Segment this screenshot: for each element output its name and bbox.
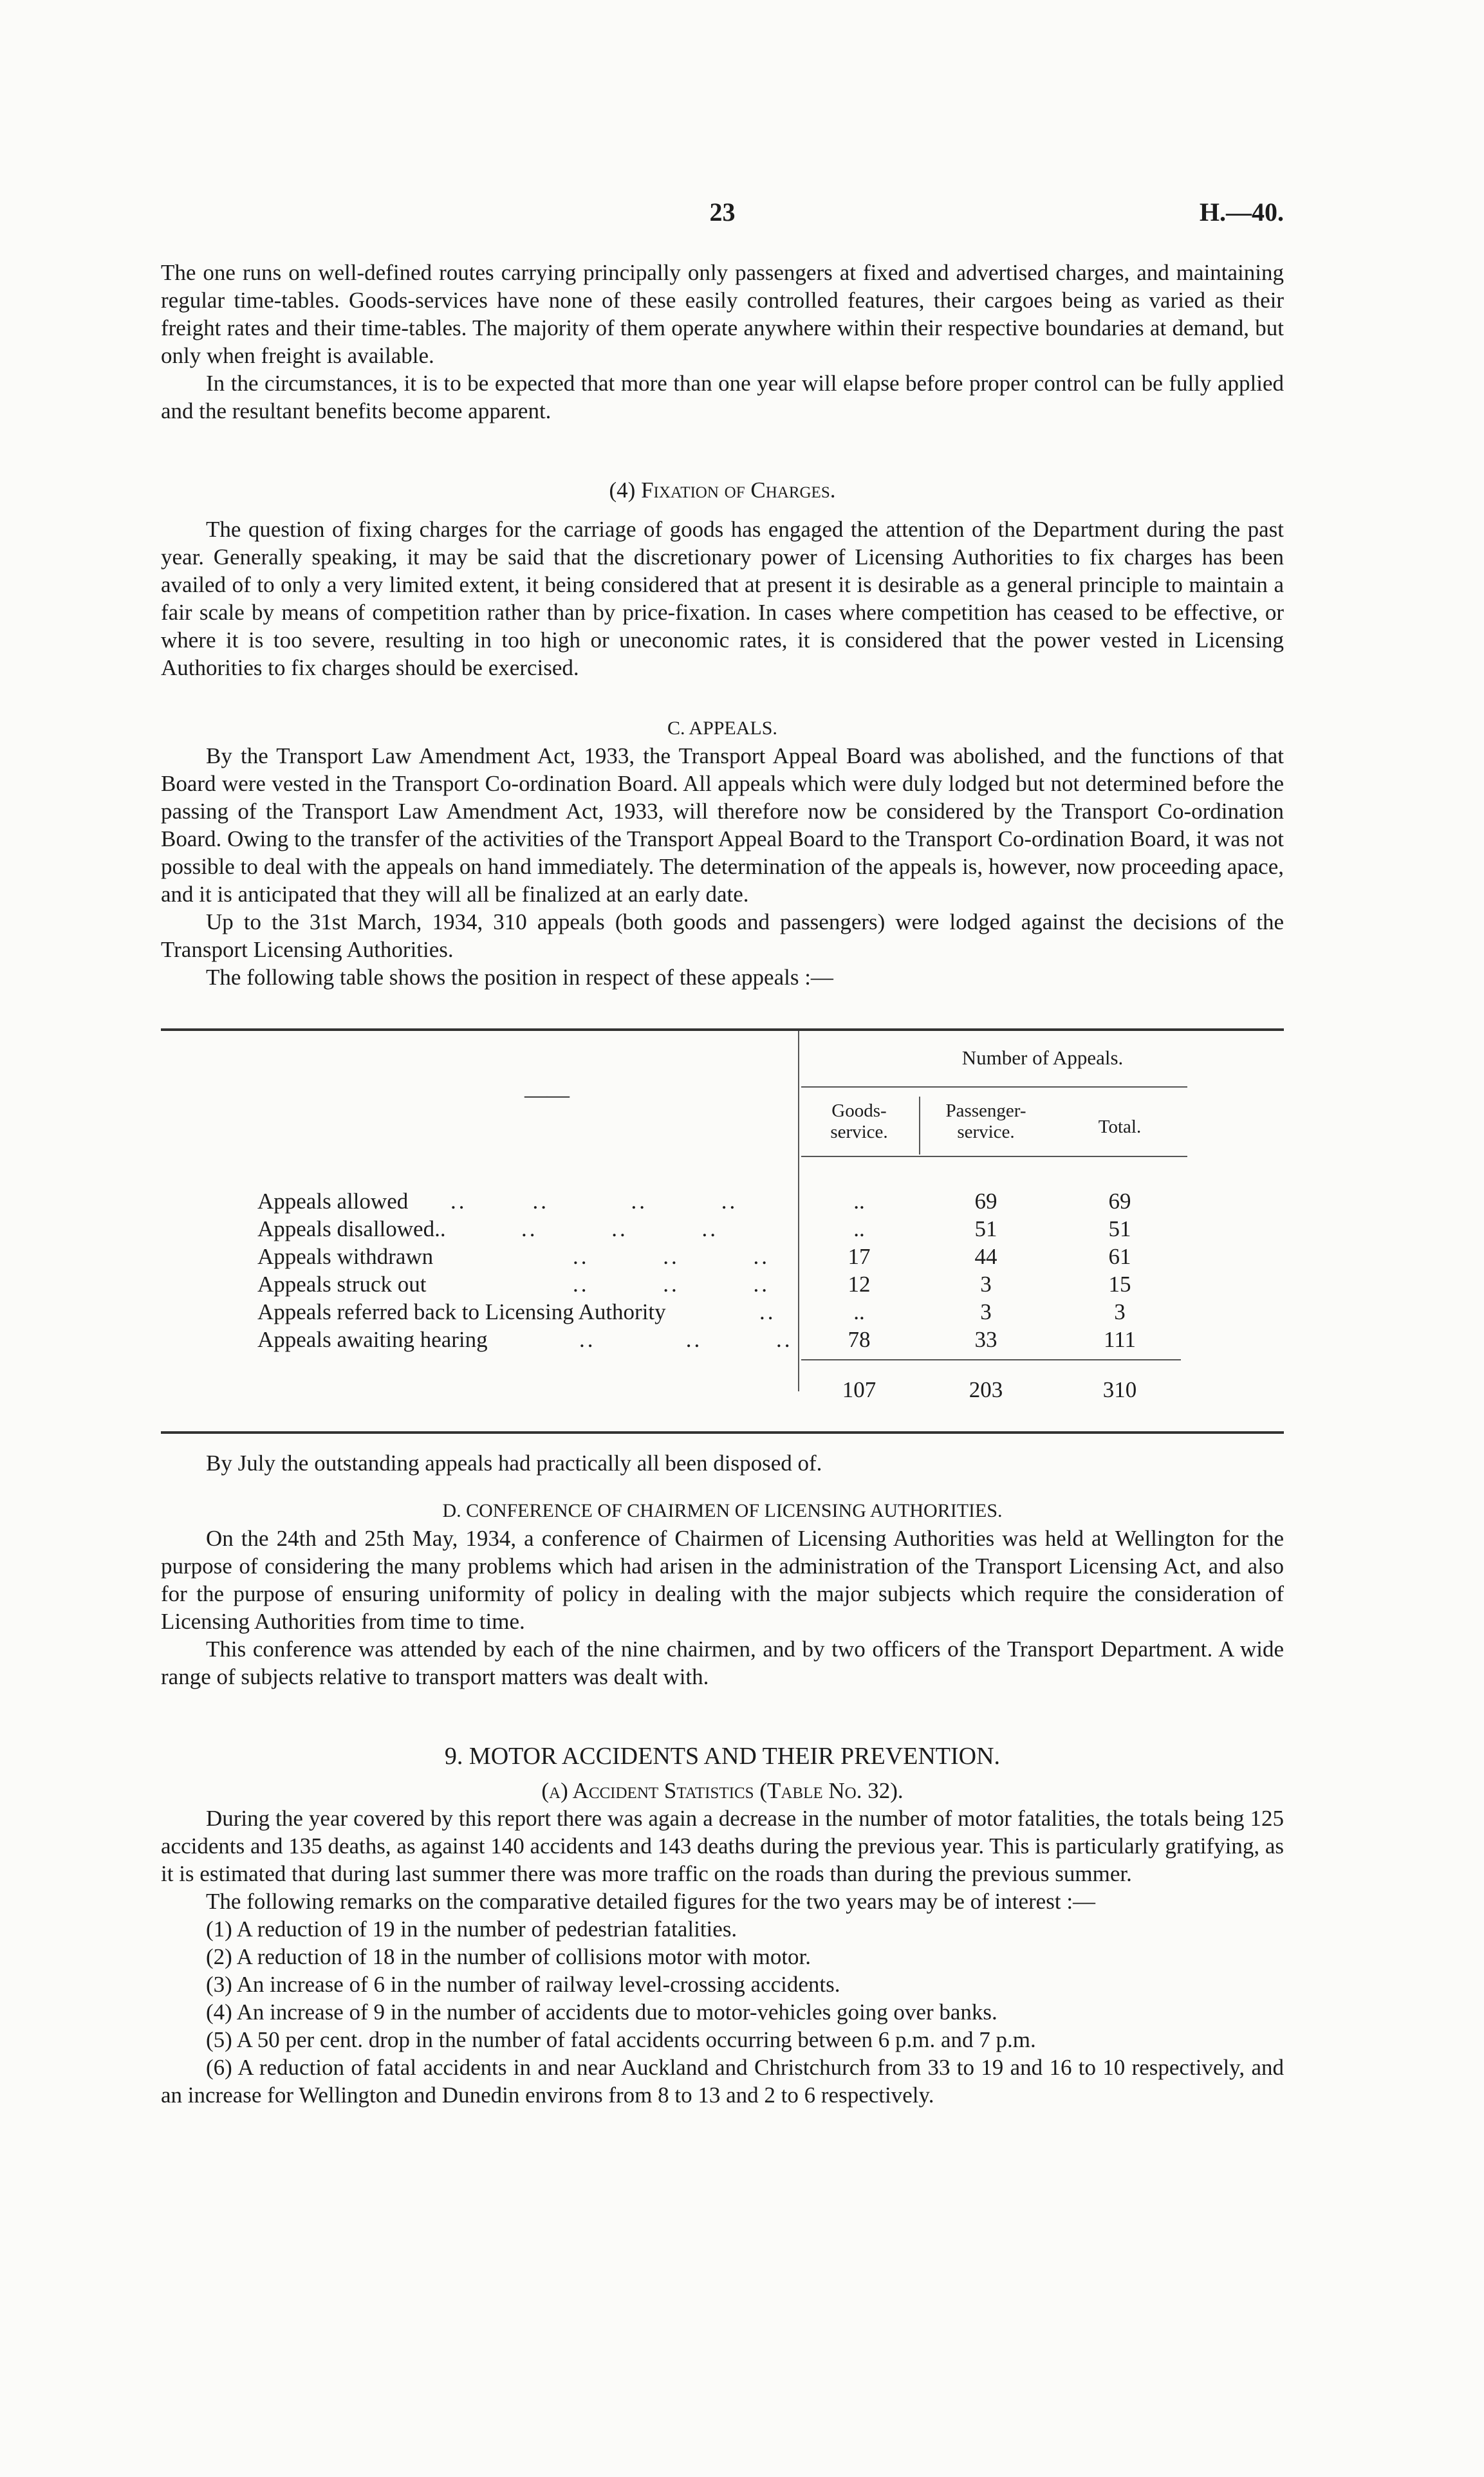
list-item: (3) An increase of 6 in the number of railway level-crossing accidents. bbox=[206, 1972, 840, 1997]
col-header-total: Total. bbox=[1098, 1117, 1142, 1137]
cell-goods: .. bbox=[853, 1299, 865, 1324]
cell-passenger: 3 bbox=[980, 1272, 992, 1297]
appeals-section bbox=[161, 714, 1284, 991]
conference-paragraph-2: This conference was attended by each of the nine chairmen, and by two officers of the Transport Department. A wide range of subjects relative to transport matters was dealt with. bbox=[161, 1637, 1284, 1689]
col-header-rule bbox=[801, 1156, 1187, 1157]
cell-passenger: 3 bbox=[980, 1299, 992, 1324]
leader-dots: .. .. .. .. bbox=[450, 1189, 738, 1214]
remarks-list bbox=[161, 1915, 1284, 2109]
row-label: Appeals struck out bbox=[257, 1272, 427, 1297]
table-stub-divider bbox=[798, 1031, 799, 1391]
intro-paragraph-2: In the circumstances, it is to be expected that more than one year will elapse before proper control can be fully applied and the resultant benefits become apparent. bbox=[161, 371, 1284, 423]
appeals-after-paragraph: By July the outstanding appeals had practically all been disposed of. bbox=[206, 1451, 822, 1476]
col-header-goods: Goods- service. bbox=[830, 1100, 888, 1142]
row-label: Appeals withdrawn bbox=[257, 1244, 434, 1269]
totals-rule bbox=[801, 1359, 1181, 1360]
list-item: (6) A reduction of fatal accidents in and near Auckland and Christchurch from 33 to 19 and 16 to 10 respectively, and an increase for Wellington and Dunedin environs from 8 to 13 and 2 to 6 respectively. bbox=[161, 2055, 1284, 2108]
appeals-after-section bbox=[161, 1449, 1284, 1477]
leader-dots: .. .. .. bbox=[573, 1244, 770, 1269]
document-page bbox=[161, 0, 1284, 2477]
accidents-paragraph-2: The following remarks on the comparative detailed figures for the two years may be of interest :— bbox=[206, 1889, 1096, 1914]
appeals-paragraph-2: Up to the 31st March, 1934, 310 appeals (both goods and passengers) were lodged against the decisions of the Transport Licensing Authorities. bbox=[161, 909, 1284, 962]
leader-dots: .. bbox=[759, 1299, 776, 1324]
cell-total: 69 bbox=[1108, 1189, 1131, 1214]
intro-paragraph-1: The one runs on well-defined routes carrying principally only passengers at fixed and advertised charges, and maintaining regular time-tables. Goods-services have none of these easily controlled features, their cargoes being as varied as their freight rates and their time-tables. The majority of them operate anywhere within their respective boundaries at demand, but only when freight is available. bbox=[161, 260, 1284, 368]
row-label: Appeals allowed bbox=[257, 1189, 409, 1214]
fixation-heading: (4) Fixation of Charges. bbox=[609, 478, 836, 503]
leader-dots: .. .. .. bbox=[579, 1327, 793, 1352]
cell-passenger: 51 bbox=[974, 1216, 997, 1241]
conference-section bbox=[161, 1497, 1284, 1691]
appeals-heading: C. APPEALS. bbox=[667, 718, 777, 739]
accidents-paragraph-1: During the year covered by this report there was again a decrease in the number of motor fatalities, the totals being 125 accidents and 135 deaths, as against 140 accidents and 143 deaths during the previous year. This is particularly gratifying, as it is estimated that during last summer there was more traffic on the roads than during the previous summer. bbox=[161, 1806, 1284, 1886]
col-header-passenger: Passenger- service. bbox=[945, 1100, 1026, 1142]
cell-passenger: 69 bbox=[974, 1189, 997, 1214]
cell-total: 15 bbox=[1108, 1272, 1131, 1297]
intro-section bbox=[161, 259, 1284, 425]
cell-passenger: 44 bbox=[974, 1244, 997, 1269]
list-item: (1) A reduction of 19 in the number of pedestrian fatalities. bbox=[206, 1916, 737, 1942]
cell-passenger: 33 bbox=[974, 1327, 997, 1352]
cell-goods: 17 bbox=[848, 1244, 871, 1269]
table-stub-header: —— bbox=[524, 1082, 570, 1108]
table-top-rule bbox=[161, 1028, 1284, 1031]
cell-goods: 78 bbox=[848, 1327, 871, 1352]
fixation-paragraph: The question of fixing charges for the carriage of goods has engaged the attention of the Department during the past year. Generally speaking, it may be said that the discretionary power of Licensing Authorities to fix charges has been availed of to only a very limited extent, it being considered that at present it is desirable as a general principle to maintain a fair scale by means of competition rather than by price-fixation. In cases where competition has ceased to be effective, or where it is too severe, resulting in too high or uneconomic rates, it is considered that the power vested in Licensing Authorities to fix charges should be exercised. bbox=[161, 517, 1284, 680]
cell-total: 111 bbox=[1104, 1327, 1136, 1352]
table-bottom-rule bbox=[161, 1431, 1284, 1434]
col-divider-1 bbox=[919, 1097, 920, 1155]
document-reference: H.—40. bbox=[1199, 198, 1284, 227]
accidents-section bbox=[161, 1743, 1284, 2109]
leader-dots: .. .. .. bbox=[521, 1216, 718, 1241]
row-label: Appeals disallowed.. bbox=[257, 1216, 446, 1241]
accidents-subheading: (a) Accident Statistics (Table No. 32). bbox=[541, 1778, 904, 1803]
cell-goods: 12 bbox=[848, 1272, 871, 1297]
total-goods: 107 bbox=[842, 1377, 876, 1402]
page-number: 23 bbox=[709, 198, 736, 227]
list-item: (5) A 50 per cent. drop in the number of fatal accidents occurring between 6 p.m. and 7 p.m. bbox=[206, 2027, 1036, 2052]
cell-goods: .. bbox=[853, 1216, 865, 1241]
list-item: (4) An increase of 9 in the number of accidents due to motor-vehicles going over banks. bbox=[206, 1999, 997, 2025]
leader-dots: .. .. .. bbox=[573, 1272, 770, 1297]
fixation-section bbox=[161, 476, 1284, 682]
cell-total: 61 bbox=[1108, 1244, 1131, 1269]
conference-heading: D. CONFERENCE OF CHAIRMEN OF LICENSING AUTHORITIES. bbox=[442, 1500, 1003, 1521]
conference-paragraph-1: On the 24th and 25th May, 1934, a conference of Chairmen of Licensing Authorities was held at Wellington for the purpose of considering the many problems which had arisen in the administration of the Transport Licensing Act, and also for the purpose of ensuring uniformity of policy in dealing with the major subjects which require the consideration of Licensing Authorities from time to time. bbox=[161, 1526, 1284, 1634]
cell-goods: .. bbox=[853, 1189, 865, 1214]
table-group-header: Number of Appeals. bbox=[961, 1046, 1124, 1069]
row-label: Appeals referred back to Licensing Authority bbox=[257, 1299, 666, 1324]
list-item: (2) A reduction of 18 in the number of collisions motor with motor. bbox=[206, 1944, 812, 1969]
total-total: 310 bbox=[1102, 1377, 1137, 1402]
cell-total: 3 bbox=[1114, 1299, 1126, 1324]
appeals-paragraph-3: The following table shows the position in respect of these appeals :— bbox=[206, 965, 833, 990]
row-label: Appeals awaiting hearing bbox=[257, 1327, 488, 1352]
group-header-rule bbox=[801, 1086, 1187, 1088]
accidents-heading: 9. MOTOR ACCIDENTS AND THEIR PREVENTION. bbox=[444, 1743, 1001, 1770]
page-header bbox=[161, 198, 1284, 229]
cell-total: 51 bbox=[1108, 1216, 1131, 1241]
total-passenger: 203 bbox=[969, 1377, 1003, 1402]
appeals-paragraph-1: By the Transport Law Amendment Act, 1933, the Transport Appeal Board was abolished, and the functions of that Board were vested in the Transport Co-ordination Board. All appeals which were duly lodged but not determined before the passing of the Transport Law Amendment Act, 1933, will therefore now be considered by the Transport Co-ordination Board. Owing to the transfer of the activities of the Transport Appeal Board to the Transport Co-ordination Board, it was not possible to deal with the appeals on hand immediately. The determination of the appeals is, however, now proceeding apace, and it is anticipated that they will all be finalized at an early date. bbox=[161, 743, 1284, 907]
